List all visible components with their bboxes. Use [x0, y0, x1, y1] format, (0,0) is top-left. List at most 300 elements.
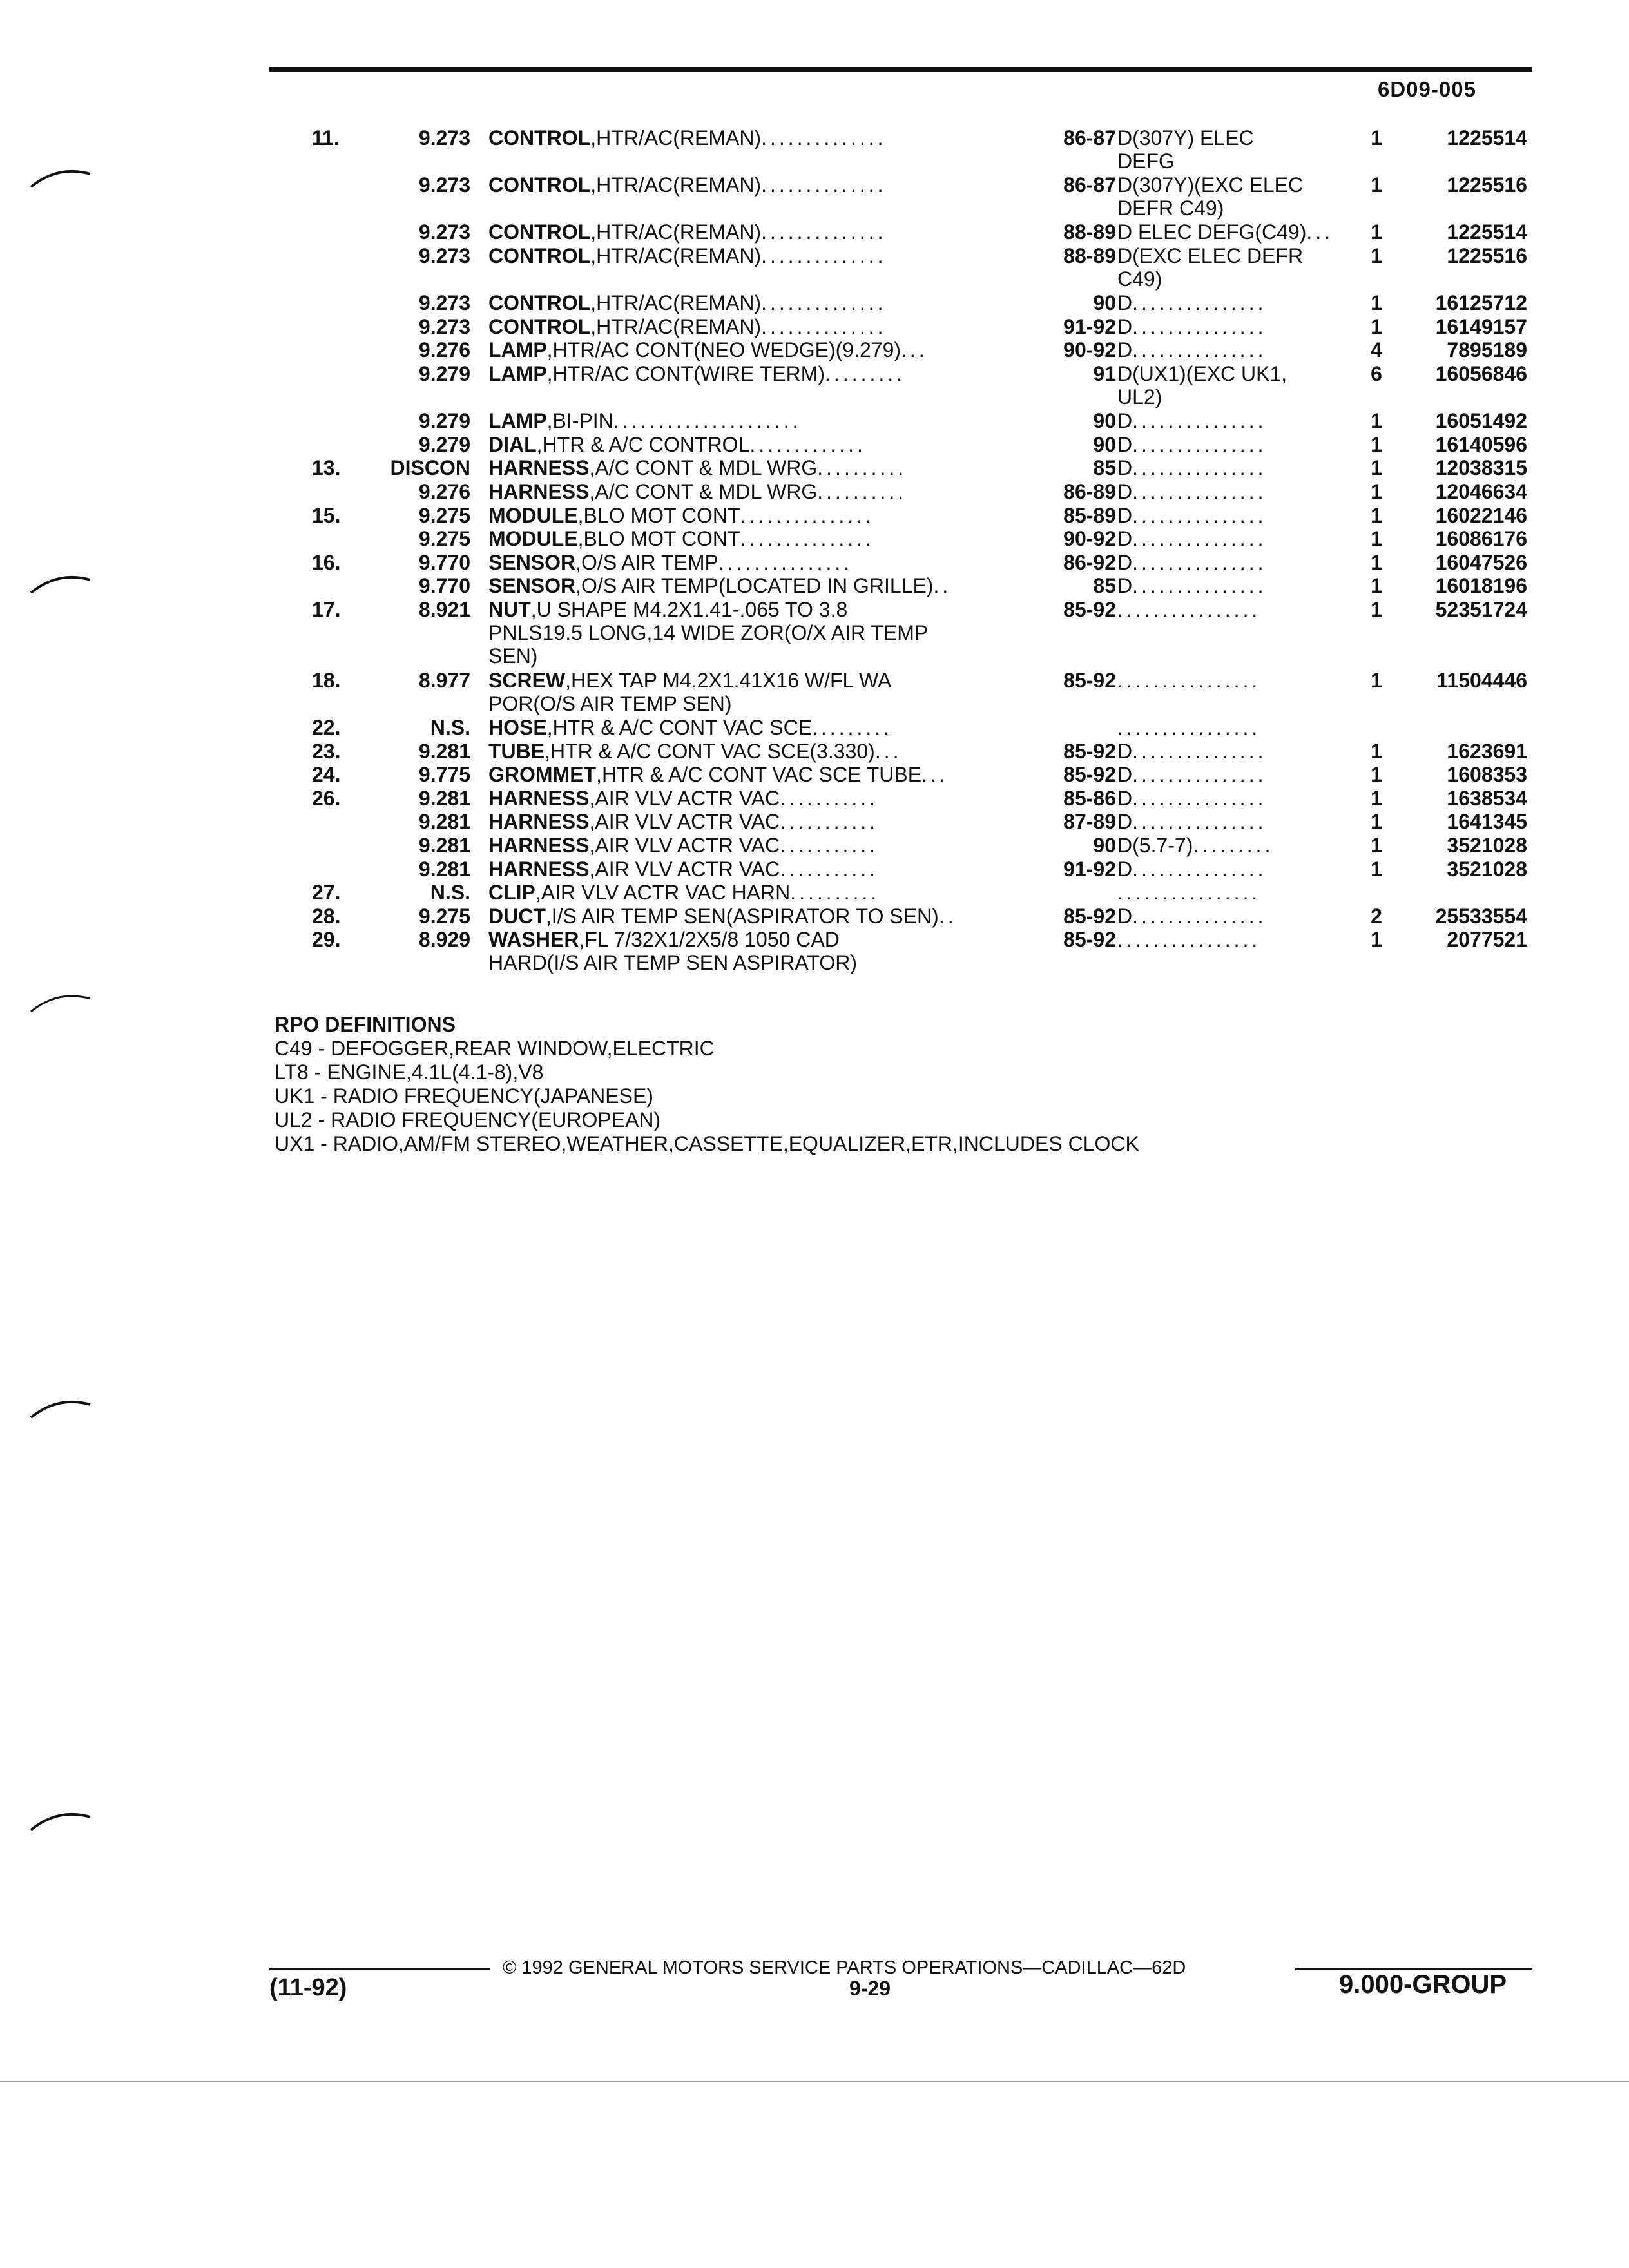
leader-dots: ..............	[761, 220, 887, 244]
leader-dots: .........	[825, 362, 906, 385]
part-detail: ,I/S AIR TEMP SEN(ASPIRATOR TO SEN)	[545, 904, 939, 928]
leader-dots: ...............	[1132, 810, 1267, 834]
application	[1117, 220, 1336, 244]
group-number: 9.770	[418, 550, 470, 574]
part-name: HARNESS	[488, 834, 590, 857]
quantity: 1	[1371, 763, 1382, 787]
table-row	[269, 433, 1532, 457]
group-number: DISCON	[390, 456, 470, 480]
application	[1117, 173, 1336, 220]
model-years: 85-86	[1063, 786, 1116, 810]
table-row	[269, 740, 1532, 764]
ref-number: 26.	[312, 786, 341, 810]
leader-dots: ..............	[761, 126, 887, 149]
model-years: 90	[1093, 432, 1116, 456]
footer-rule	[269, 1968, 490, 1970]
ref-number: 13.	[312, 456, 341, 480]
group-number: 9.273	[418, 314, 470, 338]
table-row	[269, 480, 1532, 504]
part-number: 7895189	[1447, 338, 1527, 362]
ref-number: 11.	[312, 126, 340, 149]
part-detail: ,HTR & A/C CONT VAC SCE(3.330)	[545, 739, 875, 763]
leader-dots: ..........	[790, 881, 880, 905]
quantity: 1	[1371, 550, 1382, 574]
application-text: D	[1117, 409, 1133, 433]
part-detail: ,A/C CONT & MDL WRG	[589, 456, 818, 480]
application	[1117, 291, 1336, 314]
rpo-item: UL2 - RADIO FREQUENCY(EUROPEAN)	[275, 1108, 661, 1131]
part-name: HOSE	[488, 716, 547, 739]
quantity: 1	[1371, 598, 1382, 621]
leader-dots: ...............	[740, 503, 874, 527]
part-detail-line: POR(O/S AIR TEMP SEN)	[488, 691, 732, 715]
leader-dots: ...............	[1132, 456, 1267, 480]
part-detail: ,HTR/AC(REMAN)	[590, 314, 762, 338]
table-row	[269, 834, 1532, 858]
application-text: D(UX1)(EXC UK1,	[1117, 362, 1287, 385]
part-detail-line: HARD(I/S AIR TEMP SEN ASPIRATOR)	[488, 951, 857, 975]
table-row	[269, 716, 1532, 740]
part-detail-line: PNLS19.5 LONG,14 WIDE ZOR(O/X AIR TEMP	[488, 621, 929, 644]
application-text: DEFG	[1117, 149, 1175, 173]
footer-date: (11-92)	[269, 1974, 347, 2001]
leader-dots: ...............	[718, 550, 853, 574]
application-text: D	[1117, 763, 1133, 787]
quantity: 1	[1371, 432, 1382, 456]
part-detail: ,HTR/AC(REMAN)	[590, 220, 762, 244]
part-name: CLIP	[488, 881, 535, 905]
application-text: UL2)	[1117, 385, 1162, 408]
part-number: 16022146	[1435, 503, 1527, 527]
model-years: 90	[1093, 409, 1116, 433]
leader-dots: ...............	[1132, 314, 1267, 338]
model-years: 90-92	[1063, 338, 1116, 362]
leader-dots: ...............	[1132, 550, 1267, 574]
group-number: N.S.	[430, 881, 470, 905]
leader-dots: ...	[1306, 220, 1334, 244]
part-number: 1608353	[1447, 763, 1527, 787]
leader-dots: ...............	[1132, 763, 1267, 787]
table-row	[269, 338, 1532, 362]
application	[1117, 834, 1336, 857]
model-years: 91-92	[1063, 857, 1116, 881]
table-row	[269, 669, 1532, 716]
ref-number: 27.	[312, 881, 341, 905]
leader-dots: ...	[874, 739, 902, 763]
part-number: 16140596	[1435, 432, 1527, 456]
quantity: 1	[1371, 456, 1382, 480]
part-name: MODULE	[488, 527, 578, 551]
punch-hole-mark	[26, 161, 97, 200]
application-text: D	[1117, 338, 1133, 362]
part-name: SCREW	[488, 668, 566, 692]
table-row	[269, 244, 1532, 291]
table-row	[269, 220, 1532, 244]
model-years: 86-87	[1063, 173, 1116, 197]
leader-dots: ...............	[1132, 480, 1267, 503]
part-detail: ,HTR/AC CONT(NEO WEDGE)(9.279)	[546, 338, 901, 362]
model-years: 85-92	[1063, 668, 1116, 692]
application-text: D	[1117, 480, 1133, 503]
rpo-item: UX1 - RADIO,AM/FM STEREO,WEATHER,CASSETTE,EQUALIZER,ETR,INCLUDES CLOCK	[275, 1132, 1139, 1155]
leader-dots: ...............	[1132, 739, 1267, 763]
part-name: DUCT	[488, 904, 546, 928]
part-name: DIAL	[488, 432, 537, 456]
model-years: 87-89	[1063, 810, 1116, 834]
group-number: 9.279	[418, 409, 470, 433]
leader-dots: ...............	[1132, 786, 1267, 810]
quantity: 1	[1371, 857, 1382, 881]
model-years: 90-92	[1063, 527, 1116, 551]
model-years: 86-89	[1063, 480, 1116, 503]
group-number: 9.281	[418, 857, 470, 881]
group-number: 9.279	[418, 362, 470, 385]
group-number: 9.281	[418, 834, 470, 857]
group-number: 9.276	[418, 338, 470, 362]
leader-dots: ................	[1117, 716, 1261, 739]
application-text: D	[1117, 786, 1133, 810]
group-number: 9.273	[418, 173, 470, 197]
model-years: 85-89	[1063, 503, 1116, 527]
application	[1117, 504, 1336, 527]
leader-dots: ...............	[1132, 503, 1267, 527]
table-row	[269, 810, 1532, 834]
punch-hole-mark	[26, 1804, 97, 1843]
table-row	[269, 291, 1532, 315]
group-number: 9.281	[418, 739, 470, 763]
leader-dots: ...............	[740, 527, 874, 551]
ref-number: 22.	[312, 716, 341, 739]
application	[1117, 338, 1336, 361]
part-name: LAMP	[488, 362, 547, 385]
table-row	[269, 905, 1532, 928]
part-number: 12038315	[1435, 456, 1527, 480]
leader-dots: ...	[921, 763, 949, 787]
part-name: CONTROL	[488, 173, 591, 197]
rpo-item: LT8 - ENGINE,4.1L(4.1-8),V8	[275, 1061, 544, 1084]
part-detail: ,HTR/AC(REMAN)	[590, 173, 762, 197]
group-number: 9.281	[418, 786, 470, 810]
quantity: 1	[1371, 527, 1382, 551]
quantity: 1	[1371, 574, 1382, 598]
footer-group: 9.000-GROUP	[1339, 1970, 1507, 1999]
quantity: 1	[1371, 503, 1382, 527]
quantity: 1	[1371, 244, 1382, 267]
leader-dots: ...	[901, 338, 928, 362]
application-text: D(307Y) ELEC	[1117, 126, 1254, 149]
group-number: 9.775	[418, 763, 470, 787]
application	[1117, 810, 1336, 833]
leader-dots: ...............	[1132, 574, 1267, 598]
part-detail: ,AIR VLV ACTR VAC	[589, 810, 780, 834]
table-row	[269, 126, 1532, 173]
table-row	[269, 881, 1532, 905]
group-number: 9.273	[418, 291, 470, 315]
table-row	[269, 858, 1532, 881]
part-name: NUT	[488, 598, 531, 621]
punch-hole-mark	[26, 986, 97, 1024]
part-detail: ,HTR/AC(REMAN)	[590, 244, 762, 267]
part-name: CONTROL	[488, 126, 591, 149]
group-number: 9.275	[418, 503, 470, 527]
table-row	[269, 527, 1532, 551]
application-text: C49)	[1117, 267, 1162, 291]
part-number: 12046634	[1435, 480, 1527, 503]
application	[1117, 315, 1336, 338]
application-text: DEFR C49)	[1117, 197, 1224, 220]
quantity: 1	[1371, 314, 1382, 338]
application-text: D	[1117, 550, 1133, 574]
model-years: 90	[1093, 291, 1116, 315]
part-name: HARNESS	[488, 456, 590, 480]
part-detail: ,HTR & A/C CONT VAC SCE	[546, 716, 813, 739]
part-number: 1641345	[1447, 810, 1527, 834]
ref-number: 23.	[312, 739, 341, 763]
application	[1117, 244, 1336, 291]
leader-dots: ..	[933, 574, 952, 598]
rpo-item: C49 - DEFOGGER,REAR WINDOW,ELECTRIC	[275, 1037, 715, 1060]
leader-dots: ..............	[761, 244, 887, 267]
group-number: 8.929	[418, 928, 470, 952]
part-name: CONTROL	[488, 220, 591, 244]
part-name: SENSOR	[488, 550, 576, 574]
group-number: 9.276	[418, 480, 470, 503]
part-number: 1623691	[1447, 739, 1527, 763]
ref-number: 16.	[312, 550, 341, 574]
leader-dots: ...............	[1132, 857, 1267, 881]
part-name: CONTROL	[488, 291, 591, 315]
table-row	[269, 787, 1532, 811]
table-row	[269, 409, 1532, 433]
table-row	[269, 928, 1532, 975]
ref-number: 17.	[312, 598, 341, 621]
leader-dots: ..........	[817, 456, 907, 480]
application	[1117, 551, 1336, 574]
application	[1117, 456, 1336, 479]
group-number: N.S.	[430, 716, 470, 739]
part-name: HARNESS	[488, 786, 590, 810]
quantity: 1	[1371, 173, 1382, 197]
leader-dots: .............	[749, 432, 866, 456]
part-detail: ,FL 7/32X1/2X5/8 1050 CAD	[579, 928, 840, 952]
rpo-definitions	[275, 1013, 1139, 1156]
part-name: GROMMET	[488, 763, 597, 787]
part-number: 16149157	[1435, 314, 1527, 338]
part-detail: ,O/S AIR TEMP	[575, 550, 718, 574]
part-number: 16051492	[1435, 409, 1527, 433]
model-years: 88-89	[1063, 244, 1116, 267]
leader-dots: ..............	[761, 291, 887, 315]
part-name: LAMP	[488, 338, 547, 362]
part-number: 16018196	[1435, 574, 1527, 598]
part-detail: ,O/S AIR TEMP(LOCATED IN GRILLE)	[575, 574, 934, 598]
leader-dots: ...............	[1132, 291, 1267, 315]
part-detail: ,HTR/AC CONT(WIRE TERM)	[546, 362, 825, 385]
application	[1117, 409, 1336, 432]
application	[1117, 787, 1336, 810]
quantity: 4	[1371, 338, 1382, 362]
bottom-rule	[0, 2081, 1629, 2082]
leader-dots: ...........	[780, 857, 879, 881]
part-number: 3521028	[1447, 834, 1527, 857]
quantity: 1	[1371, 126, 1382, 149]
part-name: TUBE	[488, 739, 545, 763]
leader-dots: ................	[1117, 928, 1261, 952]
application-text: D(EXC ELEC DEFR	[1117, 244, 1304, 267]
table-row	[269, 362, 1532, 409]
part-number: 11504446	[1436, 668, 1527, 692]
table-row	[269, 574, 1532, 598]
leader-dots: ..........	[817, 480, 907, 503]
part-number: 3521028	[1447, 857, 1527, 881]
rpo-title: RPO DEFINITIONS	[275, 1013, 456, 1036]
application	[1117, 598, 1336, 621]
leader-dots: .........	[1193, 834, 1274, 857]
leader-dots: ...........	[780, 786, 879, 810]
table-row	[269, 504, 1532, 528]
table-row	[269, 315, 1532, 339]
group-number: 9.275	[418, 904, 470, 928]
group-number: 9.275	[418, 527, 470, 551]
quantity: 1	[1371, 480, 1382, 503]
model-years: 85	[1093, 456, 1116, 480]
table-row	[269, 763, 1532, 787]
leader-dots: ...............	[1132, 409, 1267, 433]
table-row	[269, 551, 1532, 575]
application	[1117, 716, 1336, 739]
quantity: 1	[1371, 786, 1382, 810]
quantity: 1	[1371, 291, 1382, 315]
part-number: 1638534	[1447, 786, 1527, 810]
part-number: 1225514	[1447, 220, 1527, 244]
part-name: HARNESS	[488, 857, 590, 881]
quantity: 1	[1371, 409, 1382, 433]
model-years: 85-92	[1063, 904, 1116, 928]
part-name: HARNESS	[488, 810, 590, 834]
part-detail: ,AIR VLV ACTR VAC HARN	[535, 881, 791, 905]
part-number: 52351724	[1435, 598, 1527, 621]
model-years: 86-87	[1063, 126, 1116, 149]
quantity: 1	[1371, 834, 1382, 857]
part-name: CONTROL	[488, 314, 591, 338]
part-name: SENSOR	[488, 574, 576, 598]
part-detail: ,BLO MOT CONT	[577, 527, 740, 551]
application-text: D	[1117, 432, 1133, 456]
leader-dots: ...............	[1132, 432, 1267, 456]
ref-number: 24.	[312, 763, 341, 787]
model-years: 88-89	[1063, 220, 1116, 244]
part-detail: ,U SHAPE M4.2X1.41-.065 TO 3.8	[530, 598, 848, 621]
model-years: 90	[1093, 834, 1116, 857]
part-name: CONTROL	[488, 244, 591, 267]
part-detail: ,HTR/AC(REMAN)	[590, 291, 762, 315]
page-code: 6D09-005	[1378, 77, 1476, 101]
quantity: 1	[1371, 739, 1382, 763]
part-number: 16056846	[1435, 362, 1527, 385]
model-years: 85	[1093, 574, 1116, 598]
application-text: D ELEC DEFG(C49)	[1117, 220, 1307, 244]
application-text: D	[1117, 456, 1133, 480]
leader-dots: ...............	[1132, 338, 1267, 362]
part-detail: ,HTR/AC(REMAN)	[590, 126, 762, 149]
table-row	[269, 173, 1532, 220]
part-detail: ,AIR VLV ACTR VAC	[589, 786, 780, 810]
part-number: 1225516	[1447, 244, 1527, 267]
part-detail: ,HTR & A/C CONTROL	[536, 432, 750, 456]
leader-dots: ...............	[1132, 527, 1267, 551]
part-number: 2077521	[1447, 928, 1527, 952]
application-text: D	[1117, 857, 1133, 881]
part-number: 25533554	[1435, 904, 1527, 928]
top-rule	[269, 67, 1532, 72]
application-text: D	[1117, 574, 1133, 598]
part-detail: ,AIR VLV ACTR VAC	[589, 834, 780, 857]
application-text: D	[1117, 503, 1133, 527]
part-detail: ,A/C CONT & MDL WRG	[589, 480, 818, 503]
model-years: 91	[1093, 362, 1116, 385]
quantity: 1	[1371, 810, 1382, 834]
group-number: 9.273	[418, 244, 470, 267]
leader-dots: .........	[812, 716, 893, 739]
group-number: 9.281	[418, 810, 470, 834]
application	[1117, 362, 1336, 408]
part-number: 16086176	[1435, 527, 1527, 551]
leader-dots: ..	[938, 904, 957, 928]
footer-page-number: 9-29	[849, 1977, 891, 2000]
footer-copyright: © 1992 GENERAL MOTORS SERVICE PARTS OPERATIONS—CADILLAC—62D	[503, 1957, 1186, 1978]
model-years: 91-92	[1063, 314, 1116, 338]
application	[1117, 433, 1336, 456]
quantity: 1	[1371, 668, 1382, 692]
leader-dots: ................	[1117, 881, 1261, 905]
application-text: D	[1117, 810, 1133, 834]
application	[1117, 480, 1336, 503]
application-text: D	[1117, 527, 1133, 551]
model-years: 85-92	[1063, 763, 1116, 787]
part-number: 16047526	[1435, 550, 1527, 574]
application-text: D	[1117, 291, 1133, 315]
part-detail-line: SEN)	[488, 644, 538, 668]
leader-dots: ...........	[780, 834, 879, 857]
application	[1117, 881, 1336, 904]
group-number: 8.977	[418, 668, 470, 692]
application-text: D	[1117, 904, 1133, 928]
application	[1117, 669, 1336, 692]
leader-dots: ...........	[780, 810, 879, 834]
model-years: 85-92	[1063, 928, 1116, 952]
model-years: 86-92	[1063, 550, 1116, 574]
part-name: MODULE	[488, 503, 578, 527]
application	[1117, 858, 1336, 881]
table-row	[269, 598, 1532, 669]
punch-hole-mark	[26, 567, 97, 606]
quantity: 2	[1371, 904, 1382, 928]
part-detail: ,HTR & A/C CONT VAC SCE TUBE	[596, 763, 922, 787]
application	[1117, 527, 1336, 550]
group-number: 9.273	[418, 220, 470, 244]
part-detail: ,HEX TAP M4.2X1.41X16 W/FL WA	[565, 668, 892, 692]
group-number: 9.273	[418, 126, 470, 149]
application	[1117, 928, 1336, 951]
part-number: 1225516	[1447, 173, 1527, 197]
part-detail: ,AIR VLV ACTR VAC	[589, 857, 780, 881]
ref-number: 15.	[312, 503, 341, 527]
group-number: 9.279	[418, 432, 470, 456]
ref-number: 28.	[312, 904, 341, 928]
application	[1117, 126, 1336, 173]
part-name: HARNESS	[488, 480, 590, 503]
application	[1117, 740, 1336, 763]
